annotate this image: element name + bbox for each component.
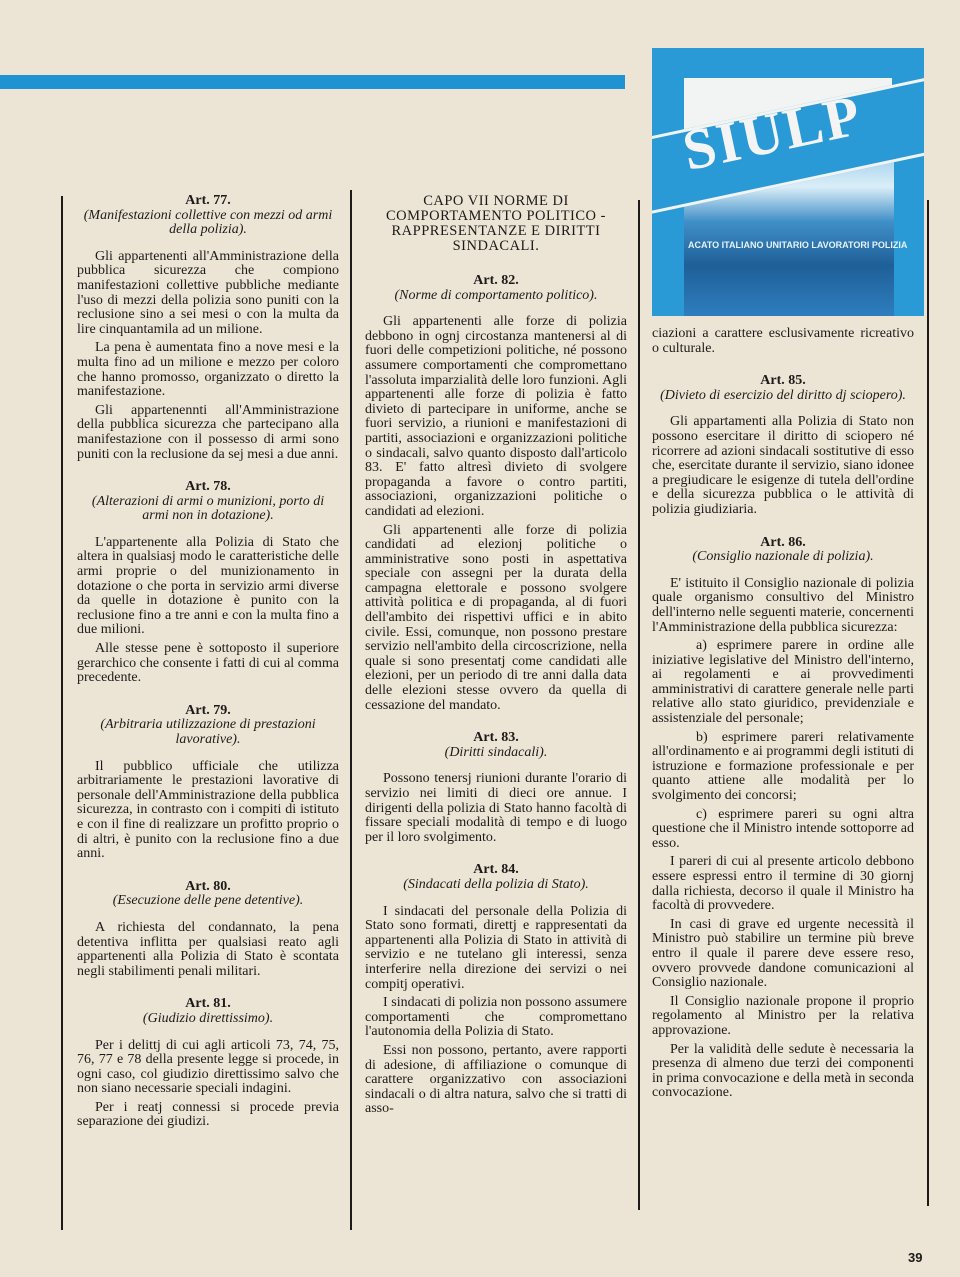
article-title: (Diritti sindacali). xyxy=(444,744,548,760)
article-title: (Divieto di esercizio del diritto dj sciopero). xyxy=(660,387,906,403)
column-2 xyxy=(365,194,627,1121)
article-title: (Giudizio direttissimo). xyxy=(142,1010,274,1026)
banner-text: ACATO ITALIANO UNITARIO LAVORATORI POLIZIA xyxy=(688,240,908,250)
article-heading: Art. 78. xyxy=(185,479,231,495)
chapter-heading: CAPO VII NORME DI COMPORTAMENTO POLITICO - RAPPRESENTANZE E DIRITTI SINDACALI. xyxy=(386,193,606,254)
paragraph: I sindacati di polizia non possono assumere comportamenti che compromettano l'autonomia della Polizia di Stato. xyxy=(365,995,627,1040)
header-stripe xyxy=(0,75,625,89)
column-rule-right xyxy=(927,200,929,1206)
paragraph: Gli appartenennti all'Amministrazione della pubblica sicurezza che partecipano alla manifestazione con il possesso di armi sono puniti con la reclusione da sej mesi a due anni. xyxy=(77,402,339,462)
paragraph: Per i delittj di cui agli articoli 73, 74, 75, 76, 77 e 78 della presente legge si procede, in ogni caso, col giudizio direttissimo salvo che non siano necessarie speciali indagini. xyxy=(77,1037,339,1097)
siulp-feature-image xyxy=(652,48,924,316)
paragraph: A richiesta del condannato, la pena detentiva inflitta per qualsiasi reato agli appartenenti alla Polizia di Stato è scontata negli stabilimenti penali militari. xyxy=(77,919,339,979)
paragraph: Gli appartenenti all'Amministrazione della pubblica sicurezza che compiono manifestazioni collettive pubbliche mediante l'uso di mezzi della polizia sono puniti con la reclusione sino a sei mesi o con la multa da lire cinquantamila ad un milione. xyxy=(77,248,339,337)
article-title: (Esecuzione delle pene detentive). xyxy=(112,893,304,909)
siulp-logo: SIULP xyxy=(677,81,868,184)
paragraph: Alle stesse pene è sottoposto il superiore gerarchico che consente i fatti di cui al comma precedente. xyxy=(77,641,339,686)
paragraph: Gli appartenenti alle forze di polizia debbono in ognj circostanza mantenersi al di fuori delle competizioni politiche, né possono assumere comportamenti che compromettano l'assoluta imparzialità delle loro funzioni. Agli appartenenti alle forze di polizia è fatto divieto di partecipare in uniforme, anche se fuori servizio, a riunioni e manifestazioni di partiti, associazioni e organizzazioni politiche o sindacali, salvo quanto disposto dall'articolo 83. E' fatto altresì divieto di svolgere propaganda a favore o contro partiti, associazioni, organizzazioni politiche o candidati ad elezioni. xyxy=(365,314,627,519)
article-title: (Arbitraria utilizzazione di prestazioni lavorative). xyxy=(100,717,316,747)
article-heading: Art. 81. xyxy=(185,996,231,1012)
paragraph: L'appartenente alla Polizia di Stato che altera in qualsiasj modo le caratteristiche delle armi proprie o del munizionamento in dotazione o che porta in servizio armi diverse da quelle in dotazione è punito con la reclusione fino a tre anni e con la multa fino a due milioni. xyxy=(77,534,339,638)
article-heading: Art. 84. xyxy=(473,862,519,878)
paragraph: Per i reatj connessi si procede previa separazione dei giudizi. xyxy=(77,1099,339,1130)
column-rule-left xyxy=(61,196,63,1230)
page-number: 39 xyxy=(908,1250,923,1265)
paragraph: Il pubblico ufficiale che utilizza arbitrariamente le prestazioni lavorative di personale dell'Amministrazione della pubblica sicurezza, in contrasto con i compiti di istituto e con il fine di realizzare un profitto proprio o di altri, è punito con la reclusione fino a due anni. xyxy=(77,758,339,862)
paragraph: La pena è aumentata fino a nove mesi e la multa fino ad un milione e mezzo per coloro che hanno promosso, organizzato o diretto la manifestazione. xyxy=(77,340,339,400)
paragraph: I pareri di cui al presente articolo debbono essere espressi entro il termine di 30 giornj dalla richiesta, decorso il quale il Ministro ha facoltà di provvedere. xyxy=(652,854,914,914)
article-title: (Norme di comportamento politico). xyxy=(394,287,598,303)
paragraph: Il Consiglio nazionale propone il proprio regolamento al Ministro per la relativa approvazione. xyxy=(652,993,914,1038)
article-heading: Art. 82. xyxy=(473,273,519,288)
article-heading: Art. 79. xyxy=(185,702,231,718)
paragraph: Essi non possono, pertanto, avere rapporti di adesione, di affiliazione o comunque di carattere organizzativo con associazioni sindacali o di altra natura, salvo che si tratti di asso- xyxy=(365,1042,627,1117)
paragraph-continued: ciazioni a carattere esclusivamente ricreativo o culturale. xyxy=(652,326,914,356)
article-heading: Art. 85. xyxy=(760,373,806,389)
paragraph: Gli appartenenti alle forze di polizia candidati ad elezionj politiche o amministrative sono posti in aspettativa speciale con assegni per la durata della campagna elettorale e possono svolgere attività politica e di propaganda, al di fuori dell'ambito dei rispettivi uffici e in abito civile. Essi, comunque, non possono prestare servizio nell'ambito della circoscrizione, nella quale si sono presentatj come candidati alle elezioni, per un periodo di tre anni dalla data delle elezioni stesse ovvero da quella di cessazione del mandato. xyxy=(365,522,627,713)
column-rule-2 xyxy=(638,200,640,1210)
article-heading: Art. 83. xyxy=(473,730,519,746)
article-heading: Art. 77. xyxy=(185,193,231,208)
article-title: (Consiglio nazionale di polizia). xyxy=(692,549,874,565)
column-rule-1 xyxy=(350,190,352,1230)
paragraph: Possono tenersj riunioni durante l'orario di servizio nei limiti di dieci ore annue. I dirigenti della polizia di Stato hanno facoltà di fissare speciali modalità di tempo e di luogo per il loro svolgimento. xyxy=(365,771,627,845)
paragraph: I sindacati del personale della Polizia di Stato sono formati, direttj e rappresentati da appartenenti alla Polizia di Stato in attività di servizio e ne tutelano gli interessi, senza interferire nella direzione dei servizi o nei compitj operativi. xyxy=(365,903,627,992)
article-title: (Manifestazioni collettive con mezzi od armi della polizia). xyxy=(83,207,333,238)
article-heading: Art. 86. xyxy=(760,534,806,550)
article-title: (Alterazioni di armi o munizioni, porto di armi non in dotazione). xyxy=(91,493,325,524)
list-item: a) esprimere parere in ordine alle iniziative legislative del Ministro dell'interno, ai regolamenti e ai provvedimenti amministrativi di carattere generale nelle parti relative allo stato giuridico, previdenziale e assistenziale del personale; xyxy=(652,638,914,727)
paragraph: Gli appartamenti alla Polizia di Stato non possono esercitare il diritto di sciopero né ricorrere ad azioni sindacali sostitutive di esso che, esercitate durante il servizio, siano idonee a pregiudicare le esigenze di tutela dell'ordine e della sicurezza pubblica o le attività di polizia giudiziaria. xyxy=(652,414,914,517)
list-item: b) esprimere pareri relativamente all'ordinamento e ai programmi degli istituti di istruzione e formazione professionale e per quanto attiene alle modalità per lo svolgimento dei concorsi; xyxy=(652,729,914,804)
paragraph: E' istituito il Consiglio nazionale di polizia quale organismo consultivo del Ministro dell'interno nelle seguenti materie, concernenti l'Amministrazione della pubblica sicurezza: xyxy=(652,575,914,635)
column-1 xyxy=(77,194,339,1134)
article-heading: Art. 80. xyxy=(185,878,231,894)
article-title: (Sindacati della polizia di Stato). xyxy=(403,876,589,892)
column-3 xyxy=(652,327,914,1105)
paragraph: Per la validità delle sedute è necessaria la presenza di almeno due terzi dei componenti in prima convocazione e della metà in seconda convocazione. xyxy=(652,1041,914,1101)
list-item: c) esprimere pareri su ogni altra questione che il Ministro intende sottoporre ad esso. xyxy=(652,806,914,851)
paragraph: In casi di grave ed urgente necessità il Ministro può stabilire un termine più breve entro il quale il parere deve essere reso, ovvero provvede dandone comunicazioni al Consiglio nazionale. xyxy=(652,916,914,991)
